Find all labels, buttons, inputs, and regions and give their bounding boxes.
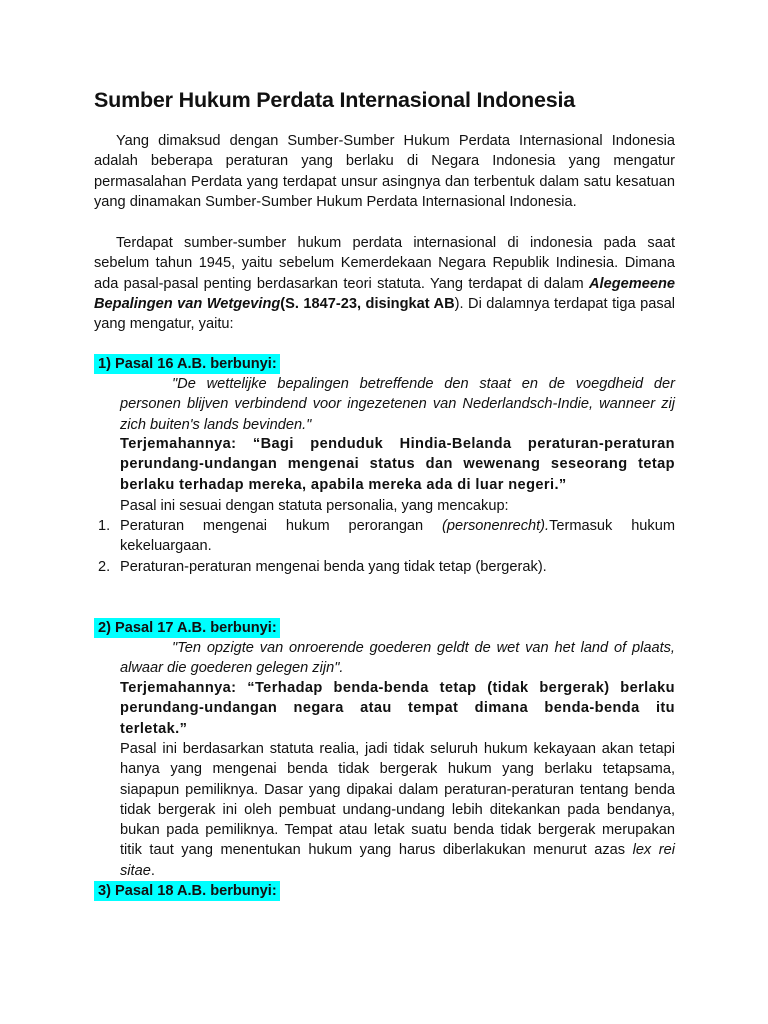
pasal-17-quote xyxy=(120,638,675,679)
list-item-text xyxy=(120,516,675,557)
sources-paragraph xyxy=(94,233,675,334)
sources-text-b: ). Di dalamnya terdapat tiga pasal yang mengatur, yaitu: xyxy=(94,295,675,333)
pasal-17-translation: Terjemahannya: “Terhadap benda-benda tetap (tidak bergerak) berlaku perundang-undangan negara atau tempat dimana benda-benda itu terletak.” xyxy=(120,680,675,737)
ab-name: Alegemeene Bepalingen van Wetgeving xyxy=(94,275,675,312)
pasal-17-heading: 2) Pasal 17 A.B. berbunyi: xyxy=(94,618,280,638)
pasal-16-note: Pasal ini sesuai dengan statuta personalia, yang mencakup: xyxy=(120,498,509,514)
pasal-18-heading: 3) Pasal 18 A.B. berbunyi: xyxy=(94,881,280,901)
intro-text: Yang dimaksud dengan Sumber-Sumber Hukum Perdata Internasional Indonesia adalah beberapa peraturan yang berlaku di Negara Indonesia yang mengatur permasalahan Perdata yang terdapat unsur asingnya dan terbentuk dalam satu kesatuan yang dinamakan Sumber-Sumber Hukum Perdata Internasional Indonesia. xyxy=(94,133,675,210)
pasal-16-quote xyxy=(120,374,675,435)
pasal-17-explanation-end: . xyxy=(150,862,155,879)
list-item-text-b: Termasuk hukum kekeluargaan. xyxy=(120,518,675,555)
pasal-17-explanation xyxy=(120,739,675,881)
list-item-text: Peraturan-peraturan mengenai benda yang tidak tetap (bergerak). xyxy=(120,559,547,575)
pasal-16-heading: 1) Pasal 16 A.B. berbunyi: xyxy=(94,354,280,374)
ab-citation: (S. 1847-23, disingkat AB xyxy=(280,295,455,312)
pasal-16-translation: Terjemahannya: “Bagi penduduk Hindia-Belanda peraturan-peraturan perundang-undangan mengenai status dan wewenang seseorang tetap berlaku terhadap mereka, apabila mereka ada di luar negeri.” xyxy=(120,436,675,493)
pasal-17-explanation-text: Pasal ini berdasarkan statuta realia, jadi tidak seluruh hukum kekayaan akan tetapi hanya yang mengenai benda tidak bergerak hukum yang berlaku tetapsama, siapapun pemiliknya. Dasar yang dipakai dalam peraturan-peraturan tentang benda tidak bergerak ini oleh pembuat undang-undang lebih ditekankan pada bendanya, bukan pada pemiliknya. Tempat atau letak suatu benda tidak bergerak merupakan titik taut yang menentukan hukum yang harus diberlakukan menurut azas xyxy=(120,741,675,859)
pasal-16-quote-text: "De wettelijke bepalingen betreffende den staat en de voegdheid der personen blijven verbindend voor ingezetenen van Nederlandsch-Indie, wanneer zij zich buiten's lands bevinden." xyxy=(120,376,675,433)
list-item-number: 1. xyxy=(98,518,111,534)
intro-paragraph xyxy=(94,131,675,212)
list-item-text-a: Peraturan mengenai hukum perorangan xyxy=(120,518,443,534)
list-item-italic: (personenrecht). xyxy=(442,518,550,534)
list-item-number: 2. xyxy=(98,559,111,575)
pasal-17-quote-text: "Ten opzigte van onroerende goederen geldt de wet van het land of plaats, alwaar die goederen gelegen zijn". xyxy=(120,640,675,677)
sources-text-a: Terdapat sumber-sumber hukum perdata internasional di indonesia pada saat sebelum tahun 1945, yaitu sebelum Kemerdekaan Negara Republik Indinesia. Dimana ada pasal-pasal penting berdasarkan teori statuta. Yang terdapat di dalam xyxy=(94,235,675,292)
document-title: Sumber Hukum Perdata Internasional Indonesia xyxy=(94,88,576,112)
lex-rei-sitae: lex rei sitae xyxy=(120,842,675,879)
